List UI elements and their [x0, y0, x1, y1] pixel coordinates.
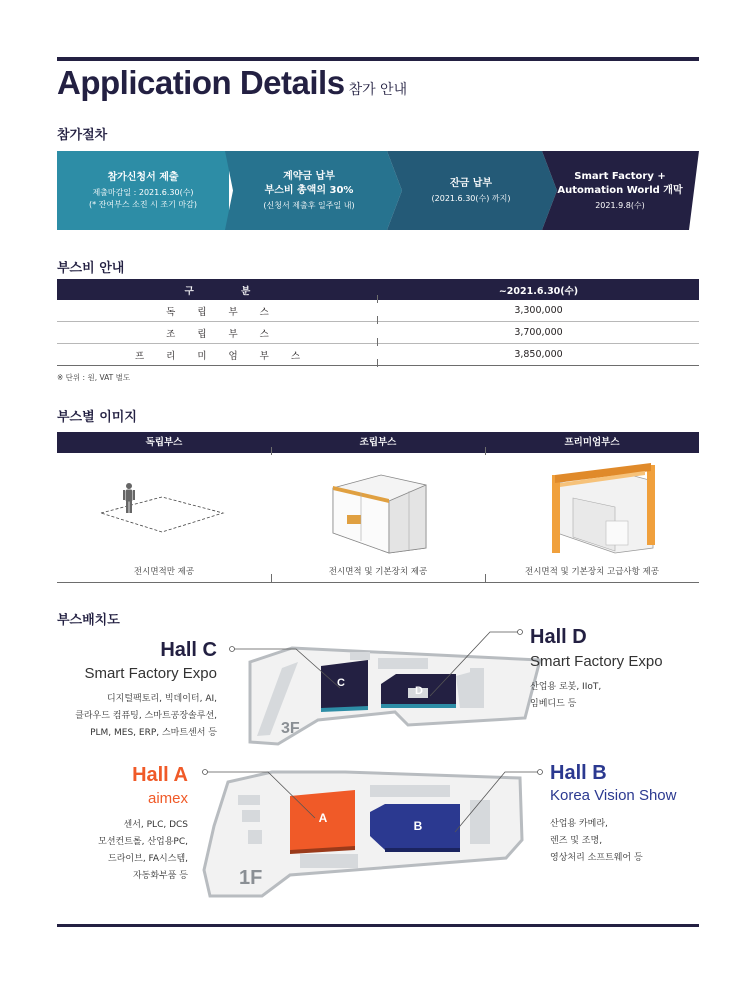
process-steps	[57, 151, 699, 230]
layout-heading: 부스배치도	[57, 613, 120, 628]
hall-c-desc: 디지털팩토리, 빅데이터, AI, 클라우드 컴퓨팅, 스마트공장솔루션, PLM, MES, ERP, 스마트센서 등	[75, 694, 217, 738]
step-1-title: 참가신청서 제출	[107, 171, 179, 183]
page-title-en: Application Details	[57, 64, 345, 101]
step-2-title: 계약금 납부	[283, 170, 335, 182]
table-divider-mark	[377, 359, 378, 367]
bottom-rule	[57, 924, 699, 927]
table-row	[57, 322, 699, 344]
booth-standalone	[57, 453, 271, 582]
booth-images-heading: 부스별 이미지	[57, 410, 137, 425]
fee-price: 3,700,000	[378, 322, 699, 344]
step-1-line-2: (* 잔여부스 소진 시 조기 마감)	[89, 199, 197, 209]
booth-col-shell: 조립부스	[359, 437, 397, 448]
table-row	[57, 344, 699, 366]
booth-images-header	[57, 432, 699, 453]
booth-divider-mark	[485, 574, 486, 582]
hall-a-tag: A	[318, 811, 328, 825]
table-row	[57, 300, 699, 322]
step-3	[397, 151, 545, 230]
hall-c-name: Hall C	[160, 639, 217, 661]
step-3-line-1: (2021.6.30(수) 까지)	[431, 193, 511, 203]
step-4-title-2: Automation World 개막	[557, 184, 683, 196]
hall-b-subtitle: Korea Vision Show	[550, 787, 677, 804]
fee-type: 프리미엄부스	[57, 344, 378, 366]
hall-d-name: Hall D	[530, 626, 587, 648]
page-title-ko: 참가 안내	[348, 82, 408, 98]
step-2	[229, 151, 389, 230]
booth-caption-standalone: 전시면적만 제공	[133, 567, 195, 577]
hall-b-name: Hall B	[550, 762, 607, 784]
fee-price: 3,300,000	[378, 300, 699, 322]
step-4-line-1: 2021.9.8(수)	[595, 200, 645, 210]
table-divider-mark	[377, 338, 378, 346]
fee-type: 조립부스	[57, 322, 378, 344]
step-4-title: Smart Factory +	[574, 170, 666, 182]
step-3-title: 잔금 납부	[449, 177, 493, 189]
floor-1f-label: 1F	[239, 867, 263, 889]
premium-booth-illustration	[485, 453, 699, 563]
booth-premium	[485, 453, 699, 582]
booth-divider-mark	[271, 574, 272, 582]
step-4	[549, 151, 691, 230]
hall-a-name: Hall A	[132, 764, 188, 786]
table-divider-mark	[377, 295, 378, 303]
booth-col-standalone: 독립부스	[145, 437, 183, 448]
booth-caption-shell: 전시면적 및 기본장치 제공	[328, 567, 428, 577]
hall-b-tag: B	[413, 819, 423, 833]
step-1-line-1: 제출마감일 : 2021.6.30(수)	[92, 187, 194, 197]
process-heading: 참가절차	[57, 128, 108, 143]
fees-heading: 부스비 안내	[57, 261, 125, 276]
fee-col-type: 구 분	[57, 279, 378, 300]
table-divider-mark	[377, 316, 378, 324]
step-2-line-1: (신청서 제출후 일주일 내)	[263, 200, 355, 210]
step-2-title-2: 부스비 총액의 30%	[264, 184, 354, 196]
booth-divider-mark	[485, 447, 486, 455]
hall-a-desc: 센서, PLC, DCS 모션컨트롤, 산업용PC, 드라이브, FA시스템, 자동화부품 등	[98, 820, 188, 881]
booth-images-body	[57, 453, 699, 583]
hall-b-desc: 산업용 카메라, 렌즈 및 조명, 영상처리 소프트웨어 등	[550, 819, 643, 863]
hall-c-tag: C	[337, 677, 345, 689]
page-title	[57, 64, 407, 102]
booth-shell	[271, 453, 485, 582]
fee-table	[57, 279, 699, 366]
hall-a-subtitle: aimex	[147, 790, 188, 807]
top-rule	[57, 57, 699, 61]
hall-d-desc: 산업용 로봇, IIoT, 임베디드 등	[530, 682, 602, 709]
fee-price: 3,850,000	[378, 344, 699, 366]
booth-caption-premium: 전시면적 및 기본장치 고급사항 제공	[525, 567, 659, 577]
booth-divider-mark	[271, 447, 272, 455]
fee-col-price: ~2021.6.30(수)	[378, 279, 699, 300]
shell-booth-illustration	[271, 453, 485, 563]
hall-d-tag: D	[415, 685, 423, 697]
hall-c-subtitle: Smart Factory Expo	[84, 665, 217, 682]
fee-type: 독립부스	[57, 300, 378, 322]
fee-note: ※ 단위 : 원, VAT 별도	[57, 373, 131, 382]
step-1	[57, 151, 229, 230]
standalone-booth-illustration	[57, 453, 271, 563]
floor-3f-label: 3F	[281, 720, 300, 737]
hall-d-subtitle: Smart Factory Expo	[530, 653, 663, 670]
booth-col-premium: 프리미엄부스	[564, 437, 620, 448]
